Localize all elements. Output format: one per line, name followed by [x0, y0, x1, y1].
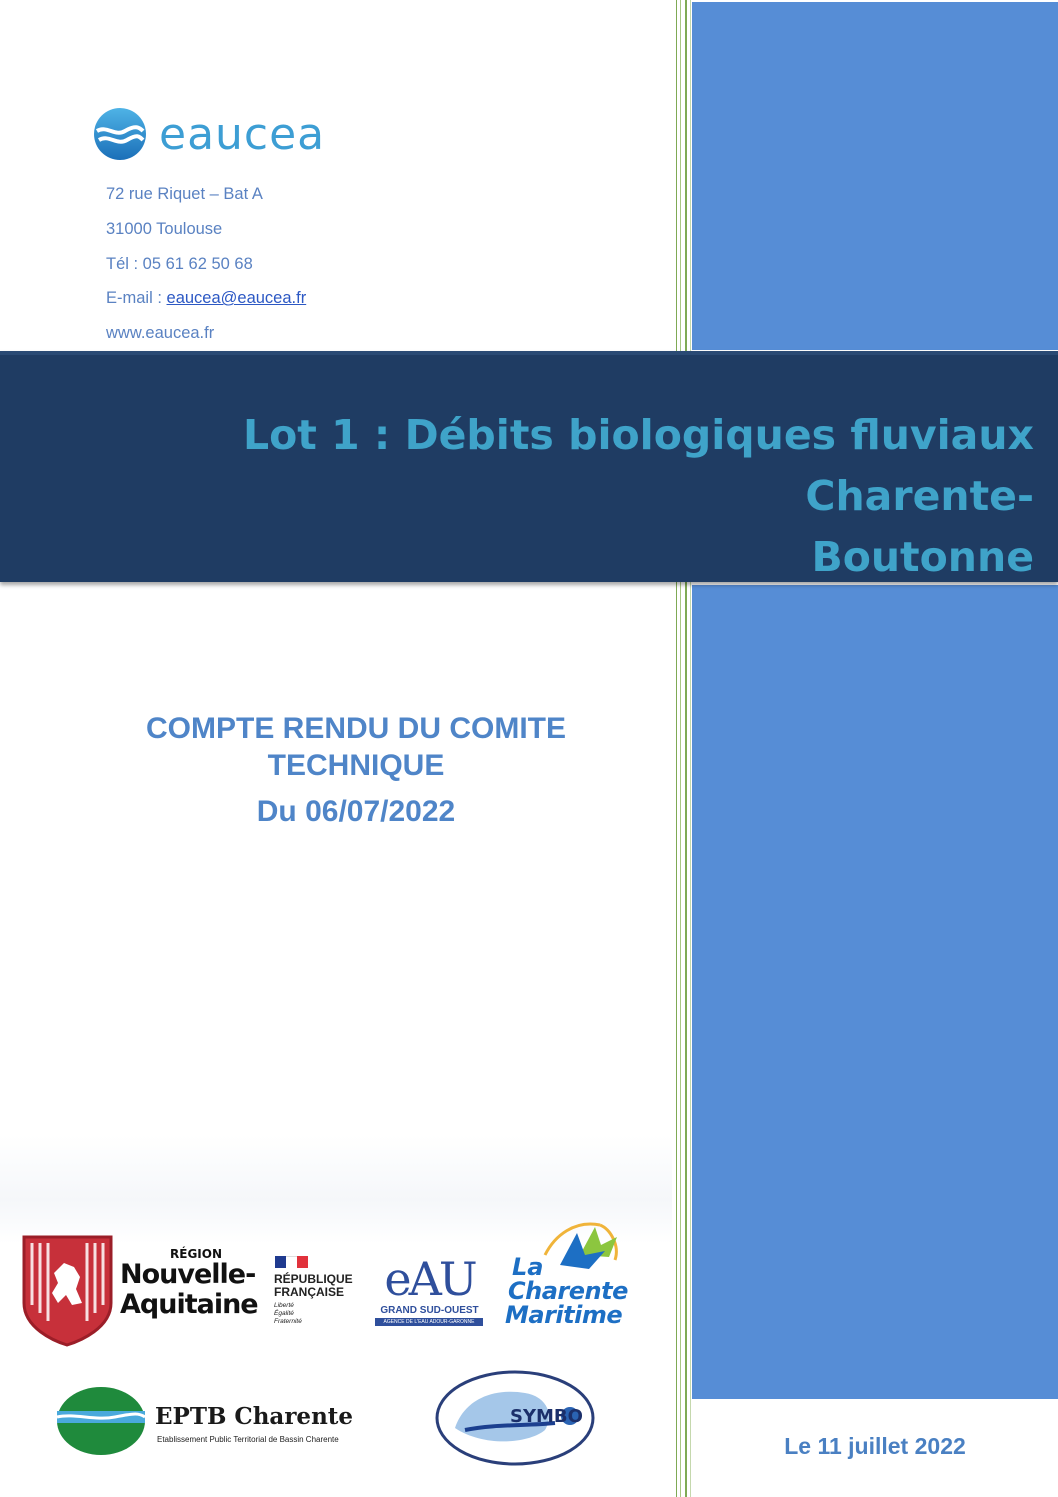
phone-number: Tél : 05 61 62 50 68	[106, 255, 253, 273]
na-name-line-2: Aquitaine	[120, 1289, 258, 1320]
email-line	[106, 289, 306, 308]
na-name-line-1: Nouvelle-	[120, 1259, 256, 1290]
address-city: 31000 Toulouse	[106, 220, 223, 238]
report-heading-line-2: TECHNIQUE	[267, 749, 445, 782]
rf-line-2: FRANÇAISE	[274, 1285, 345, 1299]
eau-subtitle: GRAND SUD-OUEST	[380, 1305, 479, 1316]
flag-blue	[275, 1256, 286, 1268]
charente-maritime-logo	[505, 1215, 645, 1335]
divider-line	[676, 0, 677, 1497]
report-heading-line-1: COMPTE RENDU DU COMITE	[146, 712, 566, 745]
nouvelle-aquitaine-logo	[20, 1233, 265, 1348]
lion-shield-icon	[20, 1233, 115, 1348]
divider-line	[690, 0, 691, 1497]
title-line-2: Boutonne	[811, 533, 1034, 581]
water-drop-icon	[93, 107, 147, 161]
eptb-globe-icon	[55, 1385, 147, 1457]
divider-line	[685, 0, 687, 1497]
title-band	[0, 351, 1058, 582]
email-label: E-mail :	[106, 289, 167, 307]
divider-line	[680, 0, 681, 1497]
meeting-date: Du 06/07/2022	[256, 795, 456, 828]
email-link[interactable]: eaucea@eaucea.fr	[166, 289, 307, 307]
eptb-name: EPTB Charente	[155, 1403, 354, 1430]
symbo-logo	[435, 1368, 600, 1468]
rf-motto-3: Fraternité	[274, 1318, 302, 1325]
document-title	[54, 405, 1034, 588]
symbo-name: SYMBO	[510, 1406, 583, 1427]
agence-eau-logo	[372, 1252, 487, 1331]
republique-francaise-logo	[272, 1256, 362, 1331]
report-heading	[100, 710, 612, 784]
eptb-charente-logo	[55, 1385, 375, 1460]
logo-wordmark: eaucea	[159, 108, 326, 160]
sidebar-panel-top	[692, 2, 1058, 350]
title-line-1: Lot 1 : Débits biologiques fluviaux Charente-	[242, 411, 1034, 520]
eaucea-logo	[93, 104, 383, 164]
cm-line-3: Maritime	[505, 1301, 623, 1329]
eau-mark: eAU	[384, 1252, 475, 1306]
rf-line-1: RÉPUBLIQUE	[274, 1272, 353, 1286]
rf-motto-2: Égalité	[274, 1310, 294, 1317]
cm-line-2: Charente	[508, 1277, 628, 1305]
eptb-subtitle: Etablissement Public Territorial de Bassin Charente	[157, 1435, 339, 1444]
sidebar-panel-bottom	[692, 585, 1058, 1399]
flag-red	[297, 1256, 308, 1268]
cm-line-1: La	[512, 1253, 544, 1281]
address-street: 72 rue Riquet – Bat A	[106, 185, 263, 203]
website-url[interactable]: www.eaucea.fr	[106, 324, 215, 342]
flag-white	[286, 1256, 297, 1269]
eau-agency: AGENCE DE L'EAU ADOUR-GARONNE	[375, 1318, 483, 1326]
issue-date: Le 11 juillet 2022	[784, 1433, 966, 1459]
rf-motto-1: Liberté	[274, 1302, 294, 1309]
na-region-label: RÉGION	[170, 1247, 222, 1261]
